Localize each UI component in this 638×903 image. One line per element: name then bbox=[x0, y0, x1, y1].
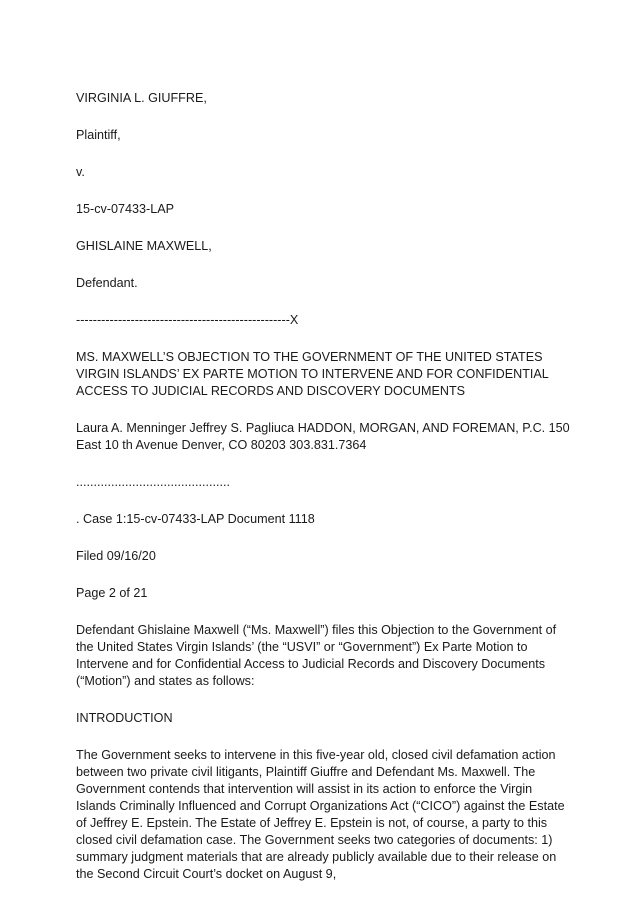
counsel-block: Laura A. Menninger Jeffrey S. Pagliuca HADDON, MORGAN, AND FOREMAN, P.C. 150 East 10 th Avenue Denver, CO 80203 303.831.7364 bbox=[76, 421, 570, 452]
document-body bbox=[76, 90, 571, 903]
filed-date: Filed 09/16/20 bbox=[76, 549, 156, 563]
intro-paragraph: Defendant Ghislaine Maxwell (“Ms. Maxwell”) files this Objection to the Government of the United States Virgin Islands’ (the “USVI” or “Government”) Ex Parte Motion to Intervene and for Confidential Access to Judicial Records and Discovery Documents (“Motion”) and states as follows: bbox=[76, 623, 557, 688]
page-number: Page 2 of 21 bbox=[76, 586, 148, 600]
body-paragraph: The Government seeks to intervene in this five-year old, closed civil defamation action between two private civil litigants, Plaintiff Giuffre and Defendant Ms. Maxwell. The Government contends that intervention will assist in its action to enforce the Virgin Islands Criminally Influenced and Corrupt Organizations Act (“CICO”) against the Estate of Jeffrey E. Epstein. The Estate of Jeffrey E. Epstein is not, of course, a party to this closed civil defamation case. The Government seeks two categories of documents: 1) summary judgment materials that are already publicly available due to their release on the Second Circuit Court’s docket on August 9, bbox=[76, 748, 565, 881]
versus-text: v. bbox=[76, 165, 85, 179]
case-document-line: . Case 1:15-cv-07433-LAP Document 1118 bbox=[76, 512, 315, 526]
caption-separator: ---------------------------------------------------X bbox=[76, 313, 299, 327]
case-number: 15-cv-07433-LAP bbox=[76, 202, 175, 216]
document-title: MS. MAXWELL’S OBJECTION TO THE GOVERNMENT OF THE UNITED STATES VIRGIN ISLANDS’ EX PARTE MOTION TO INTERVENE AND FOR CONFIDENTIAL ACCESS TO JUDICIAL RECORDS AND DISCOVERY DOCUMENTS bbox=[76, 350, 549, 398]
defendant-name: GHISLAINE MAXWELL, bbox=[76, 239, 212, 253]
section-heading: INTRODUCTION bbox=[76, 711, 173, 725]
dotted-line: ............................................ bbox=[76, 475, 230, 489]
plaintiff-name: VIRGINIA L. GIUFFRE, bbox=[76, 91, 207, 105]
plaintiff-label: Plaintiff, bbox=[76, 128, 121, 142]
defendant-label: Defendant. bbox=[76, 276, 138, 290]
